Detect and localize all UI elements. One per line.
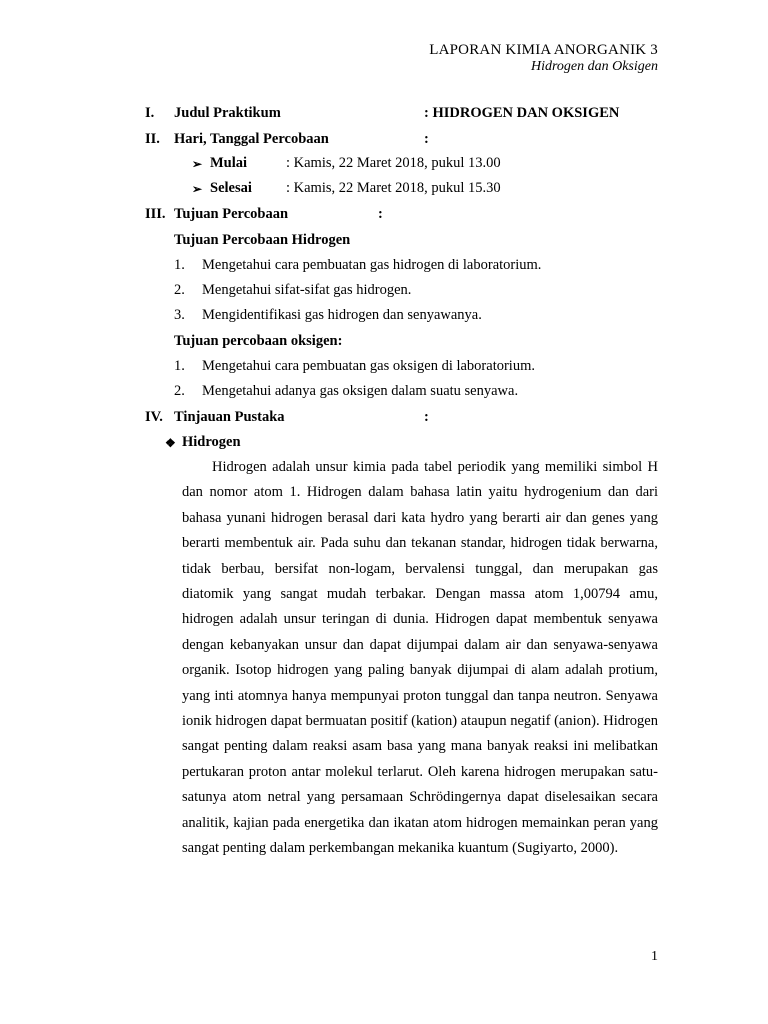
section-4-number: IV. xyxy=(145,409,163,425)
section-3-label: Tujuan Percobaan xyxy=(174,206,289,222)
page-number: 1 xyxy=(651,949,658,964)
list-item: Mengetahui adanya gas oksigen dalam suatu senyawa. xyxy=(202,383,519,399)
section-4-colon: : xyxy=(424,409,429,425)
section-1-value: : HIDROGEN DAN OKSIGEN xyxy=(424,105,620,121)
section-1-number: I. xyxy=(145,105,155,121)
report-title: LAPORAN KIMIA ANORGANIK 3 xyxy=(429,42,658,58)
selesai-value: : Kamis, 22 Maret 2018, pukul 15.30 xyxy=(286,180,501,196)
hidrogen-paragraph xyxy=(182,455,658,862)
list-item: Mengetahui cara pembuatan gas oksigen di laboratorium. xyxy=(202,358,535,374)
list-number: 1. xyxy=(174,257,185,273)
hidrogen-goals-heading: Tujuan Percobaan Hidrogen xyxy=(174,232,351,248)
section-1-label: Judul Praktikum xyxy=(174,105,281,121)
selesai-label: Selesai xyxy=(210,180,252,196)
section-2-number: II. xyxy=(145,131,160,147)
section-2-label: Hari, Tanggal Percobaan xyxy=(174,131,329,147)
report-subtitle: Hidrogen dan Oksigen xyxy=(530,59,658,74)
section-4-label: Tinjauan Pustaka xyxy=(174,409,285,425)
list-item: Mengetahui sifat-sifat gas hidrogen. xyxy=(202,282,412,298)
list-number: 3. xyxy=(174,307,185,323)
list-item: Mengidentifikasi gas hidrogen dan senyawanya. xyxy=(202,307,482,323)
oksigen-goals-heading: Tujuan percobaan oksigen: xyxy=(174,333,343,349)
list-item: Mengetahui cara pembuatan gas hidrogen di laboratorium. xyxy=(202,257,542,273)
section-3-colon: : xyxy=(378,206,383,222)
mulai-value: : Kamis, 22 Maret 2018, pukul 13.00 xyxy=(286,155,501,171)
diamond-bullet-icon: ❖ xyxy=(165,436,176,450)
list-number: 1. xyxy=(174,358,185,374)
hidrogen-paragraph-text: Hidrogen adalah unsur kimia pada tabel periodik yang memiliki simbol H dan nomor atom 1. Hidrogen dalam bahasa latin yaitu hydrogenium dan dari bahasa yunani hidrogen berasal dari kata hydro yang berarti air dan genes yang berarti membentuk air. Pada suhu dan tekanan standar, hidrogen tidak berwarna, tidak berbau, bersifat non-logam, bervalensi tunggal, dan merupakan gas diatomik yang sangat mudah terbakar. Dengan massa atom 1,00794 amu, hidrogen adalah unsur teringan di dunia. Hidrogen dapat membentuk senyawa dengan kebanyakan unsur dan dapat dijumpai dalam air dan senyawa-senyawa organik. Isotop hidrogen yang paling banyak dijumpai di alam adalah protium, yang inti atomnya hanya mempunyai proton tunggal dan tanpa neutron. Senyawa ionik hidrogen dapat bermuatan positif (kation) ataupun negatif (anion). Hidrogen sangat penting dalam reaksi asam basa yang mana banyak reaksi ini melibatkan pertukaran proton antar molekul terlarut. Oleh karena hidrogen merupakan satu-satunya atom netral yang persamaan Schrödingernya dapat diselesaikan secara analitik, kajian pada energetika dan ikatan atom hidrogen memainkan peran yang sangat penting dalam perkembangan mekanika kuantum (Sugiyarto, 2000). xyxy=(182,459,658,857)
section-3-number: III. xyxy=(145,206,166,222)
hidrogen-subheading: Hidrogen xyxy=(182,434,241,450)
mulai-label: Mulai xyxy=(210,155,248,171)
list-number: 2. xyxy=(174,383,185,399)
section-2-colon: : xyxy=(424,131,429,147)
arrow-bullet-icon: ➢ xyxy=(192,182,203,196)
list-number: 2. xyxy=(174,282,185,298)
arrow-bullet-icon: ➢ xyxy=(192,157,203,171)
